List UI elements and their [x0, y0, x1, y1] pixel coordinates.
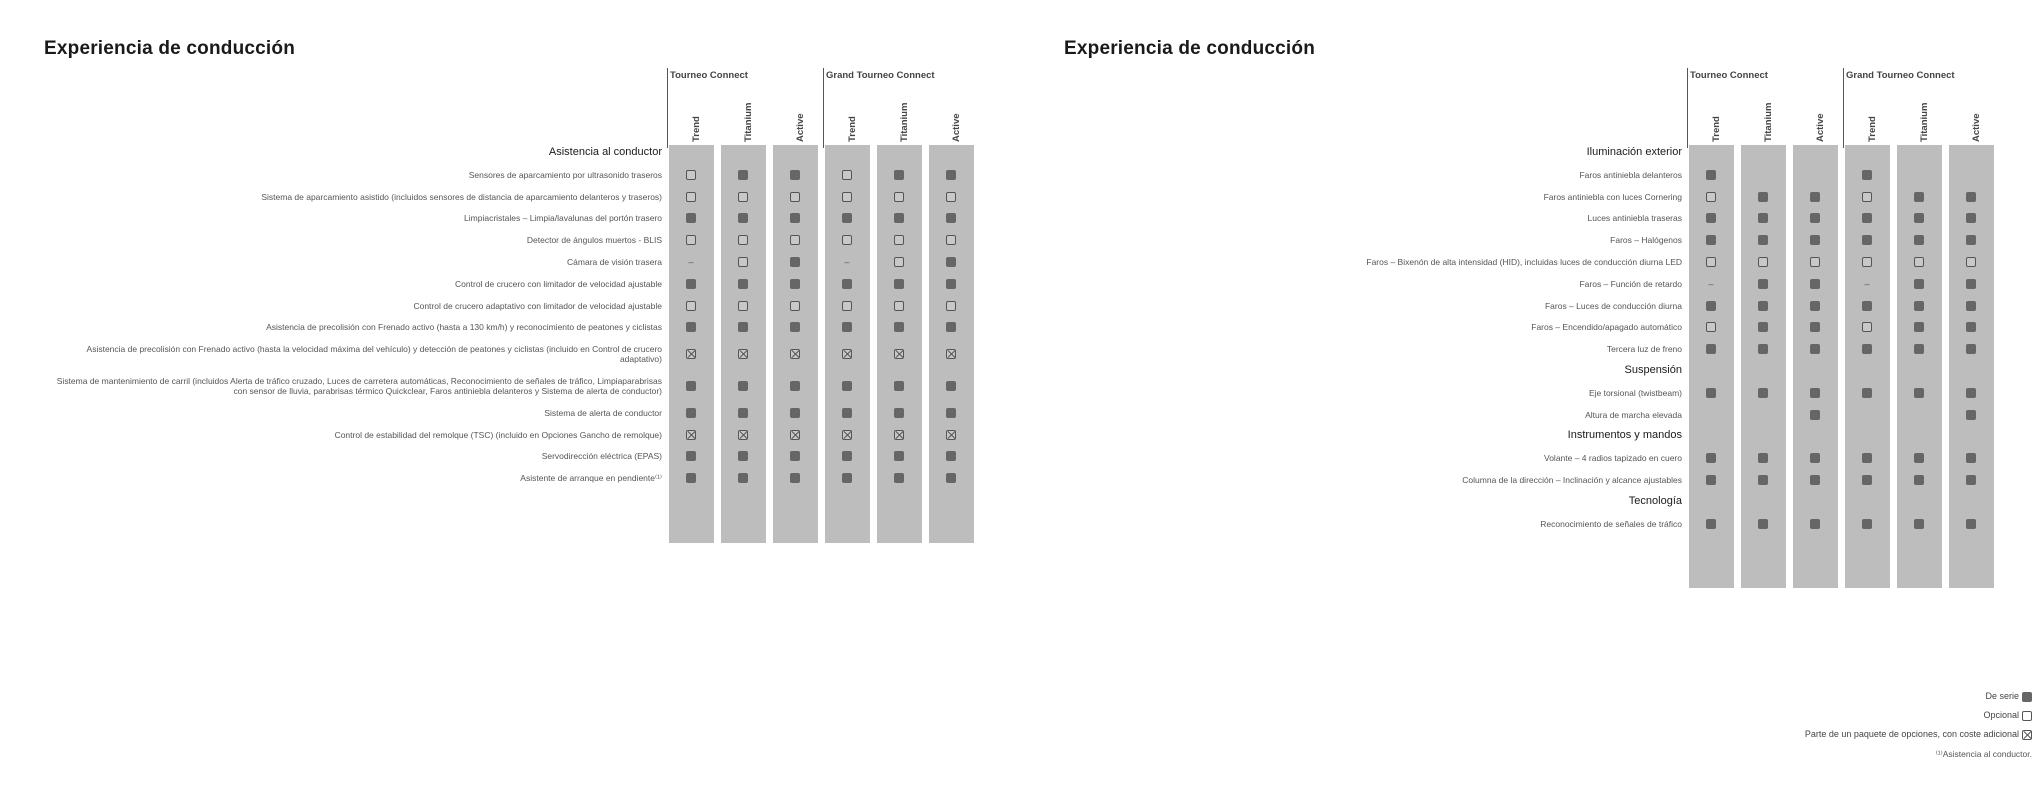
standard-mark: [1810, 453, 1820, 463]
feature-label-line: Eje torsional (twistbeam): [1588, 387, 1682, 398]
optional-mark: [894, 235, 904, 245]
feature-label-line: Faros antiniebla con luces Cornering: [1543, 191, 1682, 202]
standard-mark: [946, 473, 956, 483]
standard-mark: [1810, 519, 1820, 529]
column-header-label: Titanium: [899, 102, 910, 142]
footnote: ⁽¹⁾Asistencia al conductor.: [1935, 749, 2032, 759]
feature-label: [22, 344, 662, 364]
column-header: [1897, 104, 1942, 148]
optional-mark: [686, 301, 696, 311]
standard-mark: [842, 322, 852, 332]
standard-mark: [946, 213, 956, 223]
standard-mark: [1914, 235, 1924, 245]
package-mark: [842, 430, 852, 440]
standard-mark: [738, 170, 748, 180]
optional-mark: [842, 301, 852, 311]
standard-mark: [1966, 388, 1976, 398]
optional-mark: [842, 170, 852, 180]
standard-mark: [1966, 192, 1976, 202]
column-header: [1845, 104, 1890, 148]
standard-mark: [1810, 213, 1820, 223]
standard-mark: [1914, 388, 1924, 398]
column-header-label: Titanium: [1763, 102, 1774, 142]
standard-mark: [1914, 279, 1924, 289]
feature-label: [22, 192, 662, 202]
feature-label-line: Cámara de visión trasera: [567, 257, 662, 267]
standard-mark: [1914, 519, 1924, 529]
standard-mark: [1810, 192, 1820, 202]
column-header-label: Active: [795, 113, 806, 142]
section-heading: Instrumentos y mandos: [1567, 429, 1682, 442]
standard-mark: [1758, 235, 1768, 245]
column-band: [669, 145, 714, 543]
standard-mark: [894, 279, 904, 289]
column-band: [929, 145, 974, 543]
column-header-label: Trend: [1867, 116, 1878, 142]
not-available-mark: –: [1708, 278, 1714, 289]
spec-page-right: [1020, 0, 2040, 802]
standard-mark: [1810, 279, 1820, 289]
feature-label-line: con sensor de lluvia, parabrisas térmico Quickclear, Faros antiniebla delanteros y Sistema de alerta de conductor): [233, 386, 662, 396]
standard-mark: [1966, 453, 1976, 463]
not-available-mark: –: [688, 257, 694, 267]
feature-label-line: Faros – Encendido/apagado automático: [1531, 322, 1682, 333]
group-divider: [1843, 68, 1844, 148]
column-band: [825, 145, 870, 543]
standard-mark: [1758, 388, 1768, 398]
standard-mark: [738, 381, 748, 391]
optional-mark: [1706, 322, 1716, 332]
group-label-1: Grand Tourneo Connect: [826, 70, 935, 81]
optional-mark: [686, 192, 696, 202]
optional-mark: [738, 257, 748, 267]
standard-mark: [1706, 170, 1716, 180]
standard-mark: [842, 473, 852, 483]
column-header: [773, 104, 818, 148]
standard-mark: [842, 408, 852, 418]
standard-mark: [1758, 344, 1768, 354]
standard-mark: [894, 213, 904, 223]
standard-mark: [946, 170, 956, 180]
feature-label: [1042, 410, 1682, 420]
package-mark: [738, 430, 748, 440]
feature-label-line: Control de crucero con limitador de velocidad ajustable: [455, 278, 662, 289]
section-heading: Suspensión: [1624, 364, 1682, 376]
column-header-label: Active: [1971, 113, 1982, 142]
standard-mark: [946, 381, 956, 391]
standard-mark: [790, 213, 800, 223]
column-header-label: Titanium: [1919, 102, 1930, 142]
standard-mark: [686, 408, 696, 418]
standard-mark: [894, 408, 904, 418]
optional-mark: [894, 257, 904, 267]
optional-mark: [738, 235, 748, 245]
optional-mark: [894, 192, 904, 202]
standard-mark: [1810, 235, 1820, 245]
group-divider: [823, 68, 824, 148]
feature-label: [22, 376, 662, 396]
standard-mark: [1758, 453, 1768, 463]
standard-mark: [1966, 475, 1976, 485]
package-mark: [686, 349, 696, 359]
feature-label: [1042, 519, 1682, 529]
standard-mark: [1758, 192, 1768, 202]
feature-label-line: Faros – Luces de conducción diurna: [1544, 300, 1682, 311]
optional-mark: [1810, 257, 1820, 267]
feature-label-line: Sistema de alerta de conductor: [544, 407, 662, 418]
optional-mark: [842, 192, 852, 202]
feature-label: [22, 408, 662, 418]
feature-label-line: Faros – Halógenos: [1610, 235, 1682, 246]
standard-mark: [842, 451, 852, 461]
not-available-mark: –: [1864, 278, 1870, 289]
standard-mark: [1810, 388, 1820, 398]
column-header: [1949, 104, 1994, 148]
standard-mark: [1706, 235, 1716, 245]
legend-label: Opcional: [1983, 710, 2019, 720]
column-header: [877, 104, 922, 148]
standard-mark: [790, 257, 800, 267]
column-band: [721, 145, 766, 543]
standard-mark: [686, 279, 696, 289]
column-header: [825, 104, 870, 148]
optional-mark: [686, 170, 696, 180]
standard-mark: [1862, 519, 1872, 529]
feature-label-line: adaptativo): [619, 354, 662, 365]
standard-mark: [946, 279, 956, 289]
feature-label: [22, 430, 662, 440]
optional-mark: [790, 235, 800, 245]
feature-label-line: Control de crucero adaptativo con limitador de velocidad ajustable: [413, 300, 662, 311]
legend-label: De serie: [1985, 691, 2019, 701]
package-mark: [842, 349, 852, 359]
feature-label: [22, 279, 662, 289]
package-mark: [894, 430, 904, 440]
standard-mark: [738, 322, 748, 332]
standard-mark: [686, 451, 696, 461]
standard-mark: [946, 408, 956, 418]
optional-mark: [894, 301, 904, 311]
standard-mark: [1862, 453, 1872, 463]
legend-item: [1985, 691, 2032, 702]
legend-opt-icon: [2022, 711, 2032, 721]
page-title: Experiencia de conducción: [44, 38, 296, 59]
standard-mark: [1810, 475, 1820, 485]
standard-mark: [790, 322, 800, 332]
feature-label: [1042, 322, 1682, 332]
optional-mark: [946, 192, 956, 202]
column-header: [721, 104, 766, 148]
feature-label-line: Control de estabilidad del remolque (TSC) (incluido en Opciones Gancho de remolque): [334, 429, 662, 440]
section-heading: Asistencia al conductor: [548, 146, 662, 158]
standard-mark: [790, 170, 800, 180]
standard-mark: [1862, 301, 1872, 311]
standard-mark: [1706, 344, 1716, 354]
standard-mark: [1966, 410, 1976, 420]
optional-mark: [686, 235, 696, 245]
package-mark: [738, 349, 748, 359]
column-header-label: Active: [951, 113, 962, 142]
feature-label-line: Sistema de mantenimiento de carril (incluidos Alerta de tráfico cruzado, Luces de carretera automáticas, Reconocimiento de señales de tráfico, Limpiaparabrisas: [56, 376, 662, 386]
feature-label: [1042, 170, 1682, 180]
standard-mark: [1758, 519, 1768, 529]
legend-item: [1805, 729, 2032, 740]
feature-label: [1042, 279, 1682, 289]
standard-mark: [1862, 388, 1872, 398]
standard-mark: [1966, 301, 1976, 311]
standard-mark: [1758, 301, 1768, 311]
standard-mark: [1706, 519, 1716, 529]
feature-label: [22, 170, 662, 180]
standard-mark: [894, 381, 904, 391]
feature-label: [22, 473, 662, 483]
standard-mark: [894, 451, 904, 461]
group-divider: [667, 68, 668, 148]
legend-pkg-icon: [2022, 730, 2032, 740]
feature-label-line: Sistema de aparcamiento asistido (incluidos sensores de distancia de aparcamiento delanteros y traseros): [261, 191, 662, 202]
column-header: [1741, 104, 1786, 148]
legend-label: Parte de un paquete de opciones, con coste adicional: [1804, 729, 2019, 739]
package-mark: [946, 349, 956, 359]
standard-mark: [894, 322, 904, 332]
standard-mark: [842, 279, 852, 289]
not-available-mark: –: [844, 257, 850, 267]
feature-label-line: Sensores de aparcamiento por ultrasonido traseros: [468, 169, 662, 180]
package-mark: [790, 430, 800, 440]
package-mark: [894, 349, 904, 359]
standard-mark: [946, 257, 956, 267]
standard-mark: [686, 381, 696, 391]
feature-label: [22, 301, 662, 311]
standard-mark: [894, 473, 904, 483]
feature-label: [1042, 453, 1682, 463]
legend-item: [1983, 710, 2032, 721]
standard-mark: [790, 473, 800, 483]
package-mark: [686, 430, 696, 440]
standard-mark: [1914, 192, 1924, 202]
feature-label-line: Luces antiniebla traseras: [1587, 213, 1682, 224]
column-header: [1793, 104, 1838, 148]
legend-std-icon: [2022, 692, 2032, 702]
feature-label-line: Faros antiniebla delanteros: [1579, 169, 1682, 180]
standard-mark: [1914, 322, 1924, 332]
column-header-label: Trend: [691, 116, 702, 142]
feature-label-line: Detector de ángulos muertos - BLIS: [526, 235, 662, 246]
standard-mark: [686, 322, 696, 332]
optional-mark: [790, 192, 800, 202]
column-header-label: Trend: [1711, 116, 1722, 142]
standard-mark: [790, 381, 800, 391]
standard-mark: [790, 279, 800, 289]
optional-mark: [1914, 257, 1924, 267]
group-label-0: Tourneo Connect: [1690, 70, 1768, 81]
optional-mark: [946, 235, 956, 245]
feature-label-line: Faros – Bixenón de alta intensidad (HID), incluidas luces de conducción diurna LED: [1366, 257, 1682, 267]
optional-mark: [842, 235, 852, 245]
column-header: [669, 104, 714, 148]
section-heading: Tecnología: [1628, 494, 1682, 507]
feature-label: [1042, 257, 1682, 267]
standard-mark: [894, 170, 904, 180]
standard-mark: [738, 473, 748, 483]
standard-mark: [1914, 213, 1924, 223]
section-heading: Iluminación exterior: [1586, 146, 1682, 158]
standard-mark: [946, 451, 956, 461]
feature-label-line: Altura de marcha elevada: [1585, 409, 1682, 420]
group-divider: [1687, 68, 1688, 148]
feature-label: [1042, 235, 1682, 245]
optional-mark: [790, 301, 800, 311]
feature-label: [22, 257, 662, 267]
standard-mark: [738, 451, 748, 461]
standard-mark: [790, 408, 800, 418]
standard-mark: [738, 279, 748, 289]
standard-mark: [1810, 410, 1820, 420]
standard-mark: [1706, 301, 1716, 311]
standard-mark: [686, 473, 696, 483]
standard-mark: [1862, 213, 1872, 223]
standard-mark: [1706, 475, 1716, 485]
standard-mark: [1914, 344, 1924, 354]
standard-mark: [1706, 453, 1716, 463]
feature-label: [1042, 301, 1682, 311]
standard-mark: [1966, 279, 1976, 289]
optional-mark: [1706, 192, 1716, 202]
column-header: [929, 104, 974, 148]
standard-mark: [946, 322, 956, 332]
standard-mark: [790, 451, 800, 461]
standard-mark: [738, 213, 748, 223]
feature-label-line: Columna de la dirección – Inclinación y alcance ajustables: [1462, 475, 1682, 485]
feature-label-line: Asistente de arranque en pendiente⁽¹⁾: [520, 473, 662, 484]
standard-mark: [1966, 322, 1976, 332]
standard-mark: [1862, 235, 1872, 245]
feature-label: [1042, 475, 1682, 485]
standard-mark: [1966, 235, 1976, 245]
column-band: [877, 145, 922, 543]
standard-mark: [1914, 453, 1924, 463]
standard-mark: [1758, 475, 1768, 485]
standard-mark: [686, 213, 696, 223]
group-label-1: Grand Tourneo Connect: [1846, 70, 1955, 81]
feature-label-line: Servodirección eléctrica (EPAS): [541, 451, 662, 462]
standard-mark: [1758, 213, 1768, 223]
feature-label: [22, 451, 662, 461]
standard-mark: [1862, 344, 1872, 354]
optional-mark: [1966, 257, 1976, 267]
standard-mark: [1862, 475, 1872, 485]
standard-mark: [1810, 301, 1820, 311]
package-mark: [790, 349, 800, 359]
optional-mark: [738, 301, 748, 311]
optional-mark: [1862, 192, 1872, 202]
standard-mark: [738, 408, 748, 418]
column-header-label: Trend: [847, 116, 858, 142]
standard-mark: [1706, 213, 1716, 223]
feature-label-line: Volante – 4 radios tapizado en cuero: [1544, 453, 1682, 464]
standard-mark: [1758, 279, 1768, 289]
feature-label-line: Limpiacristales – Limpia/lavalunas del portón trasero: [464, 213, 662, 224]
optional-mark: [946, 301, 956, 311]
standard-mark: [1914, 475, 1924, 485]
optional-mark: [738, 192, 748, 202]
standard-mark: [1810, 344, 1820, 354]
feature-label: [1042, 192, 1682, 202]
feature-label: [1042, 344, 1682, 354]
optional-mark: [1862, 257, 1872, 267]
feature-label-line: Asistencia de precolisión con Frenado activo (hasta la velocidad máxima del vehículo) y detección de peatones y ciclistas (incluido en Control de crucero: [86, 344, 662, 355]
standard-mark: [1914, 301, 1924, 311]
standard-mark: [1758, 322, 1768, 332]
column-header: [1689, 104, 1734, 148]
feature-label: [1042, 388, 1682, 398]
standard-mark: [1966, 519, 1976, 529]
feature-label-line: Asistencia de precolisión con Frenado activo (hasta a 130 km/h) y reconocimiento de peatones y ciclistas: [266, 322, 662, 333]
standard-mark: [1966, 344, 1976, 354]
standard-mark: [842, 381, 852, 391]
feature-label: [1042, 213, 1682, 223]
optional-mark: [1758, 257, 1768, 267]
feature-label-line: Reconocimiento de señales de tráfico: [1540, 518, 1682, 529]
group-label-0: Tourneo Connect: [670, 70, 748, 81]
feature-label: [22, 322, 662, 332]
standard-mark: [842, 213, 852, 223]
standard-mark: [1706, 388, 1716, 398]
standard-mark: [1810, 322, 1820, 332]
feature-label-line: Faros – Función de retardo: [1579, 278, 1682, 289]
column-header-label: Active: [1815, 113, 1826, 142]
column-header-label: Titanium: [743, 102, 754, 142]
page-title: Experiencia de conducción: [1064, 38, 1316, 59]
package-mark: [946, 430, 956, 440]
feature-label-line: Tercera luz de freno: [1606, 344, 1682, 355]
feature-label: [22, 235, 662, 245]
optional-mark: [1862, 322, 1872, 332]
standard-mark: [1862, 170, 1872, 180]
optional-mark: [1706, 257, 1716, 267]
standard-mark: [1966, 213, 1976, 223]
column-band: [773, 145, 818, 543]
feature-label: [22, 213, 662, 223]
